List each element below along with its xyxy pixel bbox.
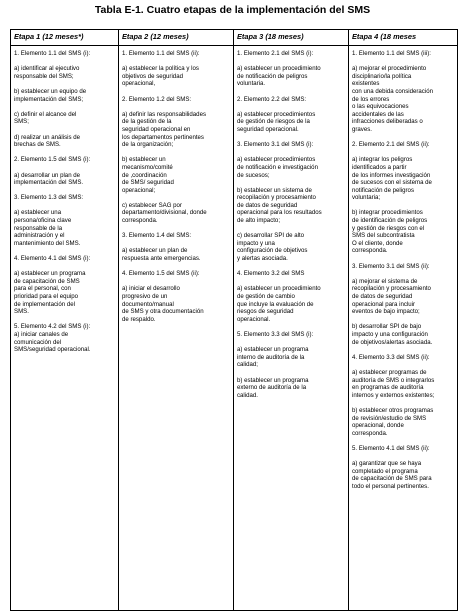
stage-2-header: Etapa 2 (12 meses) xyxy=(122,32,189,41)
stage-item: b) integrar procedimientos de identificación de peligros y gestión de riesgos con el SMS del subcontratista O el cliente, donde corresponda. xyxy=(352,209,428,255)
element-heading: 1. Elemento 1.1 del SMS (i): xyxy=(14,50,91,57)
stage-item: a) definir las responsabilidades de la gestión de la seguridad operacional en los departamentos pertinentes de la organización; xyxy=(122,110,207,149)
element-heading: 5. Elemento 4.1 del SMS (ii): xyxy=(352,444,430,452)
stage-item: a) establecer procedimientos de notificación e investigación de sucesos; xyxy=(237,156,318,179)
stage-item: b) desarrollar SPI de bajo impacto y una configuración de objetivos/alertas asociada. xyxy=(352,323,433,346)
element-heading: 5. Elemento 3.3 del SMS (i): xyxy=(237,330,314,338)
stage-item: a) establecer un plan de respuesta ante emergencias. xyxy=(122,247,201,263)
stage-2-column xyxy=(122,50,229,331)
element-heading: 2. Elemento 2.1 del SMS (ii): xyxy=(352,141,430,149)
header-divider xyxy=(11,45,457,46)
stage-item: a) mejorar el procedimiento disciplinario/la política existentes con una debida consideración de los errores o las equivocaciones accidentales de las infracciones deliberadas o graves. xyxy=(352,65,433,133)
stage-item: a) garantizar que se haya completado el programa de capacitación de SMS para todo el personal pertinentes. xyxy=(352,460,432,490)
element-heading: 5. Elemento 4.2 del SMS (i): a) iniciar canales de comunicación del SMS/seguridad operacional. xyxy=(14,323,91,354)
element-heading: 4. Elemento 3.2 del SMS xyxy=(237,270,305,278)
element-heading: 1. Elemento 1.1 del SMS (iii): xyxy=(352,50,431,57)
stage-item: d) realizar un análisis de brechas de SMS. xyxy=(14,133,81,149)
element-heading: 4. Elemento 1.5 del SMS (ii): xyxy=(122,270,200,278)
stage-1-column xyxy=(14,50,114,361)
stage-item: c) desarrollar SPI de alto impacto y una configuración de objetivos y alertas asociada. xyxy=(237,232,308,263)
stage-item: b) establecer un sistema de recopilación y procesamiento de datos de seguridad operacional para los resultados de alto impacto; xyxy=(237,186,322,225)
stages-table xyxy=(10,29,458,611)
stage-item: a) establecer un procedimiento de gestión de cambio que incluye la evaluación de riesgos de seguridad operacional. xyxy=(237,285,321,323)
table-title: Tabla E-1. Cuatro etapas de la implementación del SMS xyxy=(94,4,371,16)
stage-item: a) establecer un programa interno de auditoría de la calidad; xyxy=(237,346,309,369)
stage-item: b) establecer un mecanismo/comité de ,coordinación de SMS/ seguridad operacional; xyxy=(122,156,174,194)
stage-item: a) establecer un procedimiento de notificación de peligros voluntaria. xyxy=(237,65,321,88)
element-heading: 3. Elemento 3.1 del SMS (ii): xyxy=(352,262,430,270)
element-heading: 3. Elemento 1.4 del SMS: xyxy=(122,232,192,240)
stage-item: b) establecer un programa externo de auditoría de la calidad. xyxy=(237,376,309,399)
stage-item: b) establecer otros programas de revisión/estudio de SMS operacional, donde corresponda. xyxy=(352,406,434,437)
stage-4-column xyxy=(352,50,455,498)
stage-item: a) desarrollar un plan de implementación del SMS. xyxy=(14,171,84,187)
column-divider xyxy=(233,30,234,610)
element-heading: 2. Elemento 1.5 del SMS (i): xyxy=(14,156,91,164)
element-heading: 1. Elemento 1.1 del SMS (ii): xyxy=(122,50,200,57)
column-divider xyxy=(348,30,349,610)
element-heading: 4. Elemento 4.1 del SMS (i): xyxy=(14,255,91,263)
stage-item: a) establecer programas de auditoría de SMS o integrarlos en programas de auditoría internos y externos existentes; xyxy=(352,368,435,399)
stage-item: a) establecer un programa de capacitación de SMS para el personal, con prioridad para el equipo de implementación del SMS. xyxy=(14,270,86,316)
stage-item: c) definir el alcance del SMS; xyxy=(14,110,77,126)
column-divider xyxy=(118,30,119,610)
element-heading: 4. Elemento 3.3 del SMS (ii): xyxy=(352,353,430,361)
stage-item: a) integrar los peligros identificados a partir de los informes investigación de sucesos con el sistema de notificación de peligros voluntaria; xyxy=(352,156,432,202)
stage-3-column xyxy=(237,50,344,407)
element-heading: 2. Elemento 1.2 del SMS: xyxy=(122,95,192,103)
stage-item: a) identificar al ejecutivo responsable del SMS; xyxy=(14,65,80,80)
stage-4-header: Etapa 4 (18 meses xyxy=(352,32,417,41)
element-heading: 2. Elemento 2.2 del SMS: xyxy=(237,95,307,103)
element-heading: 1. Elemento 2.1 del SMS (i): xyxy=(237,50,314,57)
stage-item: a) establecer procedimientos de gestión de riesgos de la seguridad operacional. xyxy=(237,110,316,133)
stage-item: a) mejorar el sistema de recopilación y procesamiento de datos de seguridad operacional para incluir eventos de bajo impacto; xyxy=(352,277,431,316)
stage-item: b) establecer un equipo de implementación del SMS; xyxy=(14,87,87,103)
stage-item: a) establecer la política y los objetivos de seguridad operacional, xyxy=(122,65,199,88)
element-heading: 3. Elemento 3.1 del SMS (i): xyxy=(237,141,314,149)
stage-item: c) establecer SAG por departamento/divisional, donde corresponda. xyxy=(122,201,207,225)
stage-item: a) iniciar el desarrollo progresivo de un documento/manual de SMS y otra documentación de respaldo. xyxy=(122,285,204,323)
stage-3-header: Etapa 3 (18 meses) xyxy=(237,32,304,41)
stage-1-header: Etapa 1 (12 meses*) xyxy=(14,32,84,41)
element-heading: 3. Elemento 1.3 del SMS: xyxy=(14,194,84,202)
stage-item: a) establecer una persona/oficina clave responsable de la administración y el mantenimiento del SMS. xyxy=(14,209,81,247)
